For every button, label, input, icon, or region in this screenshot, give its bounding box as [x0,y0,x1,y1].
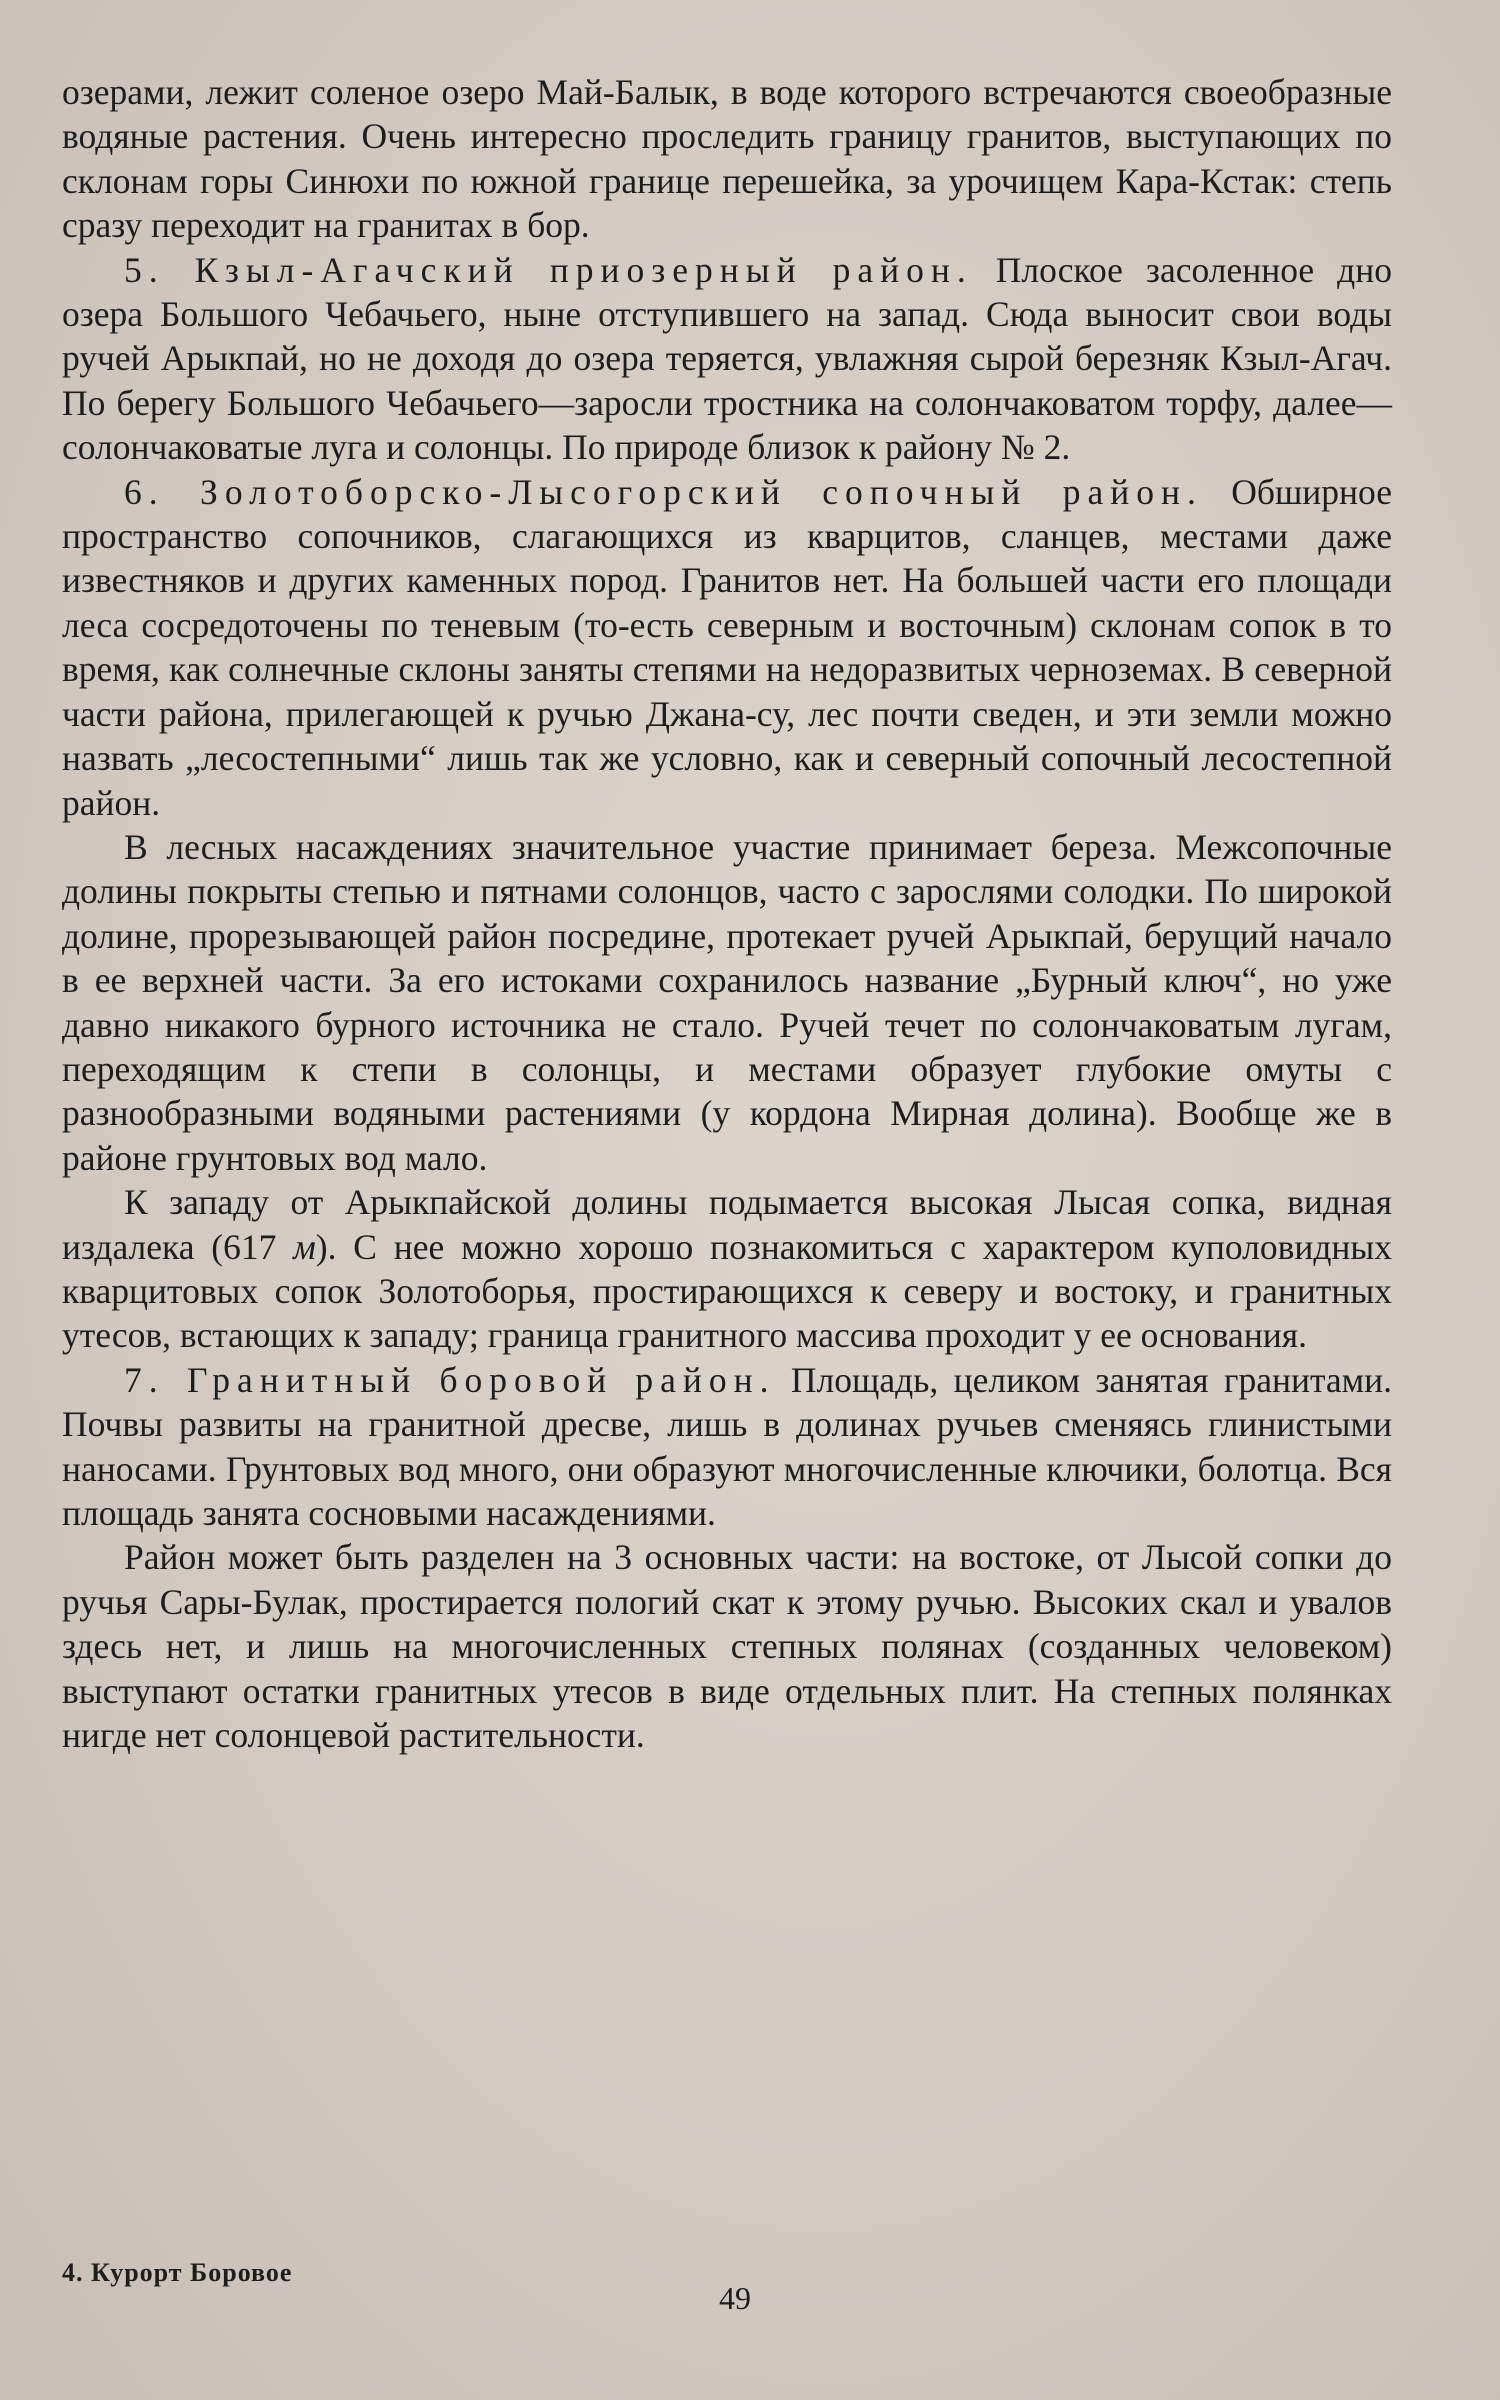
paragraph-district-7 [62,1358,1392,1536]
paragraph-text: Обширное пространство сопочников, слагающихся из кварцитов, сланцев, местами даже известняков и других каменных пород. Гранитов нет. На большей части его площади леса сосредоточены по теневым (то-есть северным и восточным) склонам сопок в то время, как солнечные склоны заняты степями на недоразвитых черноземах. В северной части района, прилегающей к ручью Джана-су, лес почти сведен, и эти земли можно назвать „лесостепными“ лишь так же условно, как и северный сопочный лесостепной район. [62,471,1392,823]
paragraph-text: ). С нее можно хорошо познакомиться с характером куполовидных кварцитовых сопок Золотоборья, простирающихся к северу и востоку, и гранитных утесов, встающих к западу; граница гранитного массива проходит у ее основания. [62,1226,1392,1356]
paragraph-text: В лесных насаждениях значительное участие принимает береза. Межсопочные долины покрыты степью и пятнами солонцов, часто с зарослями солодки. По широкой долине, прорезывающей район посредине, протекает ручей Арыкпай, берущий начало в ее верхней части. За его истоками сохранилось название „Бурный ключ“, но уже давно никакого бурного источника не стало. Ручей течет по солончаковатым лугам, переходящим к степи в солонцы, и местами образует глубокие омуты с разнообразными водяными растениями (у кордона Мирная долина). Вообще же в районе грунтовых вод мало. [62,826,1392,1178]
paragraph-text: Район может быть разделен на 3 основных части: на востоке, от Лысой сопки до ручья Сары-Булак, простирается пологий скат к этому ручью. Высоких скал и увалов здесь нет, и лишь на многочисленных степных полянах (созданных человеком) выступают остатки гранитных утесов в виде отдельных плит. На степных полянках нигде нет солонцевой растительности. [62,1537,1392,1756]
paragraph-text: К западу от Арыкпайской долины подымается высокая Лысая сопка, видная издалека (617 [62,1182,1392,1267]
district-heading: 6. Золотоборско-Лысогорский сопочный район. [124,471,1203,512]
paragraph-district-5 [62,248,1392,470]
page-text [62,70,1392,1757]
paragraph-text: озерами, лежит соленое озеро Май-Балык, в воде которого встречаются своеобразные водяные растения. Очень интересно проследить границу гранитов, выступающих по склонам горы Синюхи по южной границе перешейка, за урочищем Кара-Кстак: степь сразу переходит на гранитах в бор. [62,72,1392,246]
signature-mark: 4. Курорт Боровое [62,2258,293,2287]
paragraph-district-6 [62,470,1392,825]
district-heading: 5. Кзыл-Агачский приозерный район. [124,249,973,290]
paragraph-forests [62,825,1392,1180]
page-number: 49 [719,2280,751,2316]
paragraph-lysaya-sopka [62,1180,1392,1358]
district-heading: 7. Гранитный боровой район. [124,1359,776,1400]
unit-meters: м [293,1226,316,1267]
paragraph-continuation [62,70,1392,248]
paragraph-district-parts [62,1535,1392,1757]
paragraph-text: Площадь, целиком занятая гранитами. Почвы развиты на гранитной дресве, лишь в долинах ручьев сменяясь глинистыми наносами. Грунтовых вод много, они образуют многочисленные ключики, болотца. Вся площадь занята сосновыми насаждениями. [62,1359,1392,1533]
paragraph-text: Плоское засоленное дно озера Большого Чебачьего, ныне отступившего на запад. Сюда выносит свои воды ручей Арыкпай, но не доходя до озера теряется, увлажняя сырой березняк Кзыл-Агач. По берегу Большого Чебачьего—заросли тростника на солончаковатом торфу, далее—солончаковатые луга и солонцы. По природе близок к району № 2. [62,249,1392,468]
